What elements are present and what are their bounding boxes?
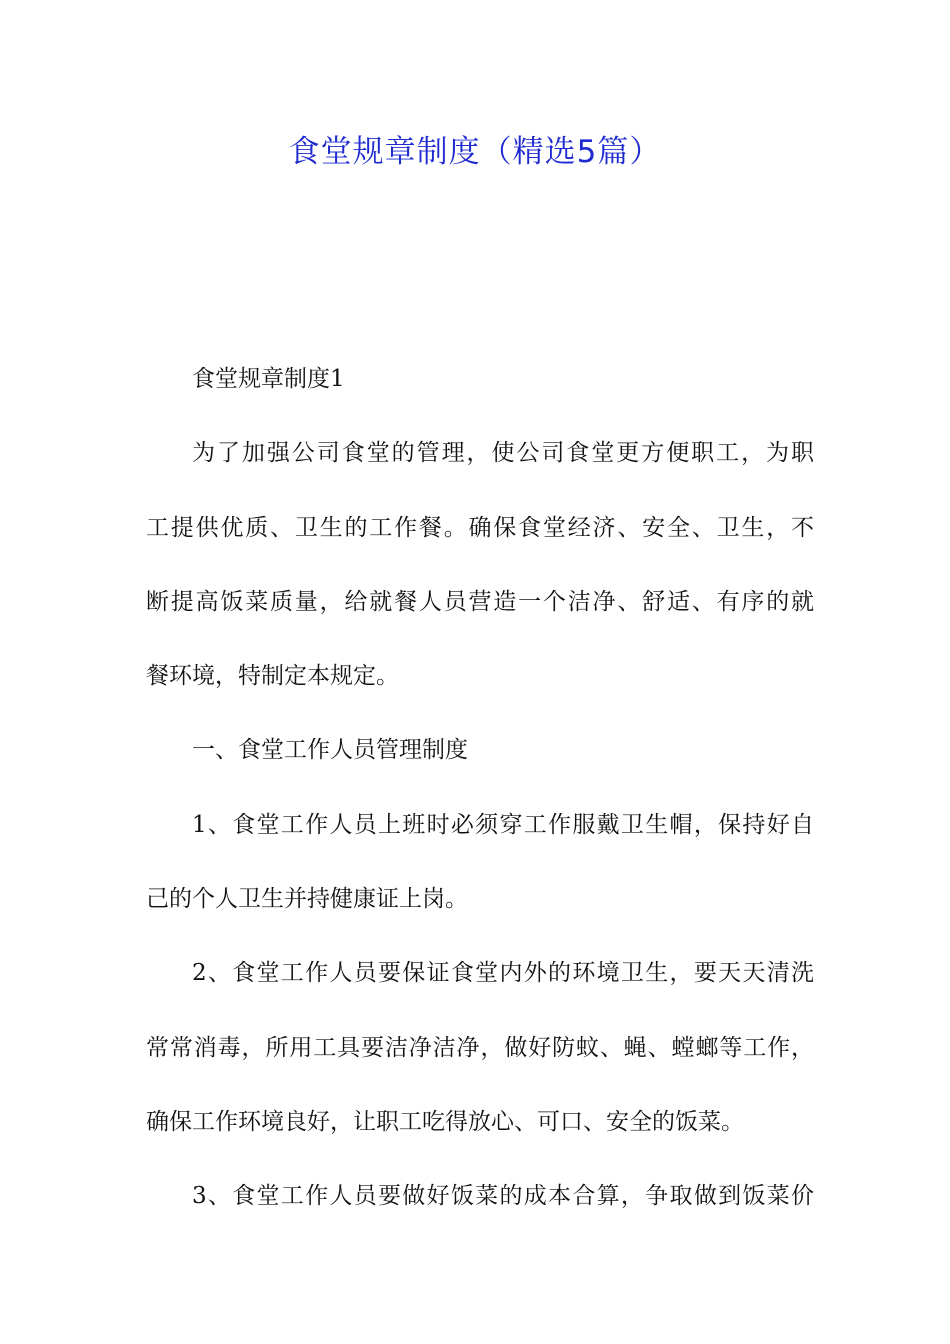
paragraph-line: 确保工作环境良好，让职工吃得放心、可口、安全的饭菜。 (146, 1108, 744, 1135)
paragraph-line: 常常消毒，所用工具要洁净洁净，做好防蚊、蝇、螳螂等工作， (146, 1034, 814, 1061)
paragraph-line: 断提高饭菜质量，给就餐人员营造一个洁净、舒适、有序的就 (146, 588, 814, 615)
paragraph-line: 餐环境，特制定本规定。 (146, 663, 399, 690)
paragraph-line: 己的个人卫生并持健康证上岗。 (146, 886, 468, 913)
document-body (146, 342, 814, 1234)
paragraph-line: 为了加强公司食堂的管理，使公司食堂更方便职工，为职 (192, 440, 814, 467)
paragraph-line: 工提供优质、卫生的工作餐。确保食堂经济、安全、卫生，不 (146, 514, 814, 541)
paragraph-line: 2、食堂工作人员要保证食堂内外的环境卫生，要天天清洗 (192, 960, 814, 987)
document-title: 食堂规章制度（精选5篇） (288, 134, 662, 170)
subsection-heading: 一、食堂工作人员管理制度 (192, 737, 468, 764)
section-heading: 食堂规章制度1 (192, 366, 345, 392)
paragraph-line: 3、食堂工作人员要做好饭菜的成本合算，争取做到饭菜价 (192, 1183, 814, 1210)
paragraph-line: 1、食堂工作人员上班时必须穿工作服戴卫生帽，保持好自 (192, 811, 814, 838)
